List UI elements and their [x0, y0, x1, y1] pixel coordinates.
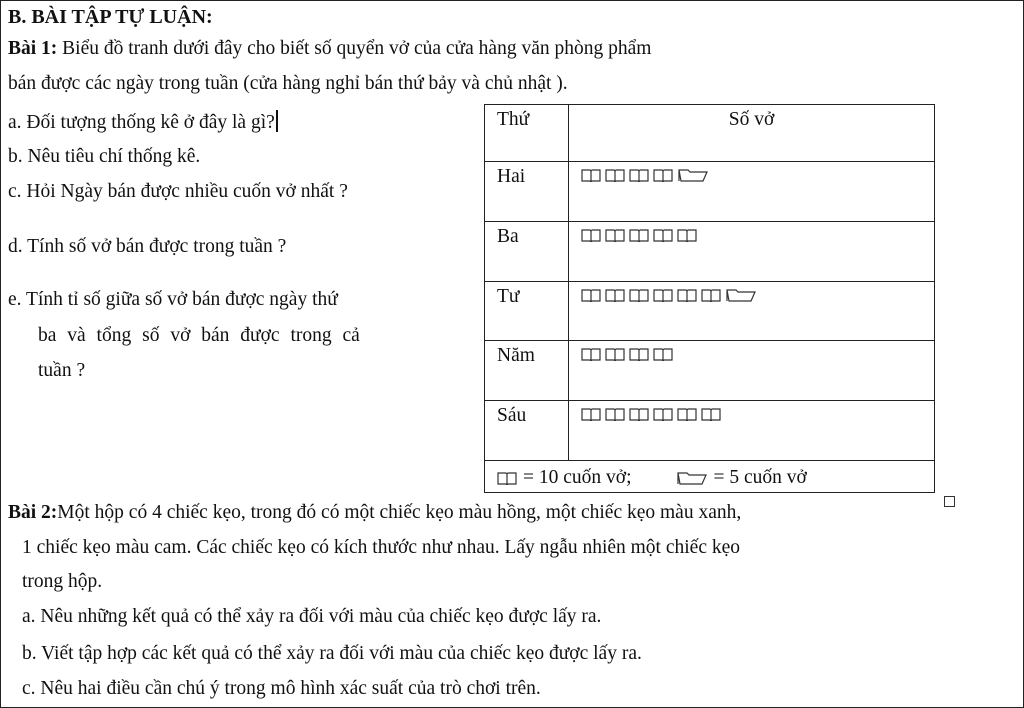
text-cursor [276, 110, 278, 132]
table-row [485, 161, 935, 221]
book-icon [581, 288, 601, 302]
bai1-question-e-line3: tuần ? [38, 360, 86, 381]
half-book-icon [677, 167, 709, 183]
row-icons-cell [569, 161, 935, 221]
bai1-question-b: b. Nêu tiêu chí thống kê. [8, 146, 201, 167]
row-icons [581, 407, 721, 421]
book-icon [629, 228, 649, 242]
bai2-line3: trong hộp. [22, 571, 103, 592]
row-icons-cell [569, 401, 935, 461]
row-icons-cell [569, 281, 935, 341]
book-icon [653, 347, 673, 361]
row-icons [581, 167, 709, 183]
bai1-question-e-line2: ba và tổng số vở bán được trong cả [38, 325, 360, 346]
row-icons [581, 228, 697, 242]
half-book-icon [676, 470, 708, 486]
book-icon [701, 407, 721, 421]
small-marker [944, 496, 955, 507]
book-icon [701, 288, 721, 302]
table-header-row [485, 105, 935, 162]
row-day: Năm [485, 341, 569, 401]
book-icon [653, 407, 673, 421]
book-icon [629, 407, 649, 421]
bai1-label: Bài 1: [8, 38, 58, 59]
book-icon [605, 168, 625, 182]
book-icon [677, 407, 697, 421]
legend-cell [485, 461, 935, 493]
bai2-line1 [8, 501, 741, 525]
bai1-intro-text1: Biểu đồ tranh dưới đây cho biết số quyển vở của cửa hàng văn phòng phẩm [57, 38, 652, 59]
book-icon [605, 347, 625, 361]
header-books: Số vở [569, 105, 935, 162]
legend [497, 467, 934, 489]
book-icon [629, 347, 649, 361]
bai2-question-a: a. Nêu những kết quả có thể xảy ra đối với màu của chiếc kẹo được lấy ra. [22, 606, 602, 627]
bai1-question-a [8, 110, 278, 135]
table-row [485, 341, 935, 401]
bai1-question-e-line1: e. Tính tỉ số giữa số vở bán được ngày thứ [8, 289, 338, 310]
bai2-question-b: b. Viết tập hợp các kết quả có thể xảy ra đối với màu của chiếc kẹo được lấy ra. [22, 643, 642, 664]
row-icons [581, 347, 673, 361]
book-icon [605, 288, 625, 302]
bai1-question-a-text: a. Đối tượng thống kê ở đây là gì? [8, 112, 275, 133]
bai1-question-c: c. Hỏi Ngày bán được nhiều cuốn vở nhất ? [8, 181, 348, 202]
book-icon [629, 288, 649, 302]
book-icon [581, 168, 601, 182]
table-row [485, 401, 935, 461]
book-icon [629, 168, 649, 182]
book-icon [605, 407, 625, 421]
bai1-intro-line1 [8, 37, 651, 61]
book-icon [653, 168, 673, 182]
half-book-icon [725, 287, 757, 303]
bai2-line2: 1 chiếc kẹo màu cam. Các chiếc kẹo có kích thước như nhau. Lấy ngẫu nhiên một chiếc kẹo [22, 537, 741, 558]
row-day: Hai [485, 161, 569, 221]
book-icon [497, 471, 517, 485]
bai1-intro-line2: bán được các ngày trong tuần (cửa hàng nghỉ bán thứ bảy và chủ nhật ). [8, 73, 568, 94]
legend-row [485, 461, 935, 493]
legend-full-text: = 10 cuốn vở; [523, 467, 632, 489]
row-icons-cell [569, 341, 935, 401]
book-icon [581, 228, 601, 242]
book-icon [653, 228, 673, 242]
book-icon [677, 228, 697, 242]
table-row [485, 221, 935, 281]
bai2-label: Bài 2: [8, 502, 58, 523]
row-day: Tư [485, 281, 569, 341]
row-icons [581, 287, 757, 303]
book-icon [605, 228, 625, 242]
book-icon [653, 288, 673, 302]
row-icons-cell [569, 221, 935, 281]
table-row [485, 281, 935, 341]
row-day: Sáu [485, 401, 569, 461]
pictograph-table [484, 104, 935, 493]
book-icon [581, 347, 601, 361]
book-icon [677, 288, 697, 302]
header-day: Thứ [485, 105, 569, 162]
bai2-question-c: c. Nêu hai điều cần chú ý trong mô hình xác suất của trò chơi trên. [22, 678, 541, 699]
legend-half-text: = 5 cuốn vở [713, 467, 807, 489]
row-day: Ba [485, 221, 569, 281]
bai1-question-d: d. Tính số vở bán được trong tuần ? [8, 236, 287, 257]
section-title: B. BÀI TẬP TỰ LUẬN: [8, 6, 213, 28]
bai2-text1: Một hộp có 4 chiếc kẹo, trong đó có một chiếc kẹo màu hồng, một chiếc kẹo màu xanh, [57, 502, 742, 523]
book-icon [581, 407, 601, 421]
